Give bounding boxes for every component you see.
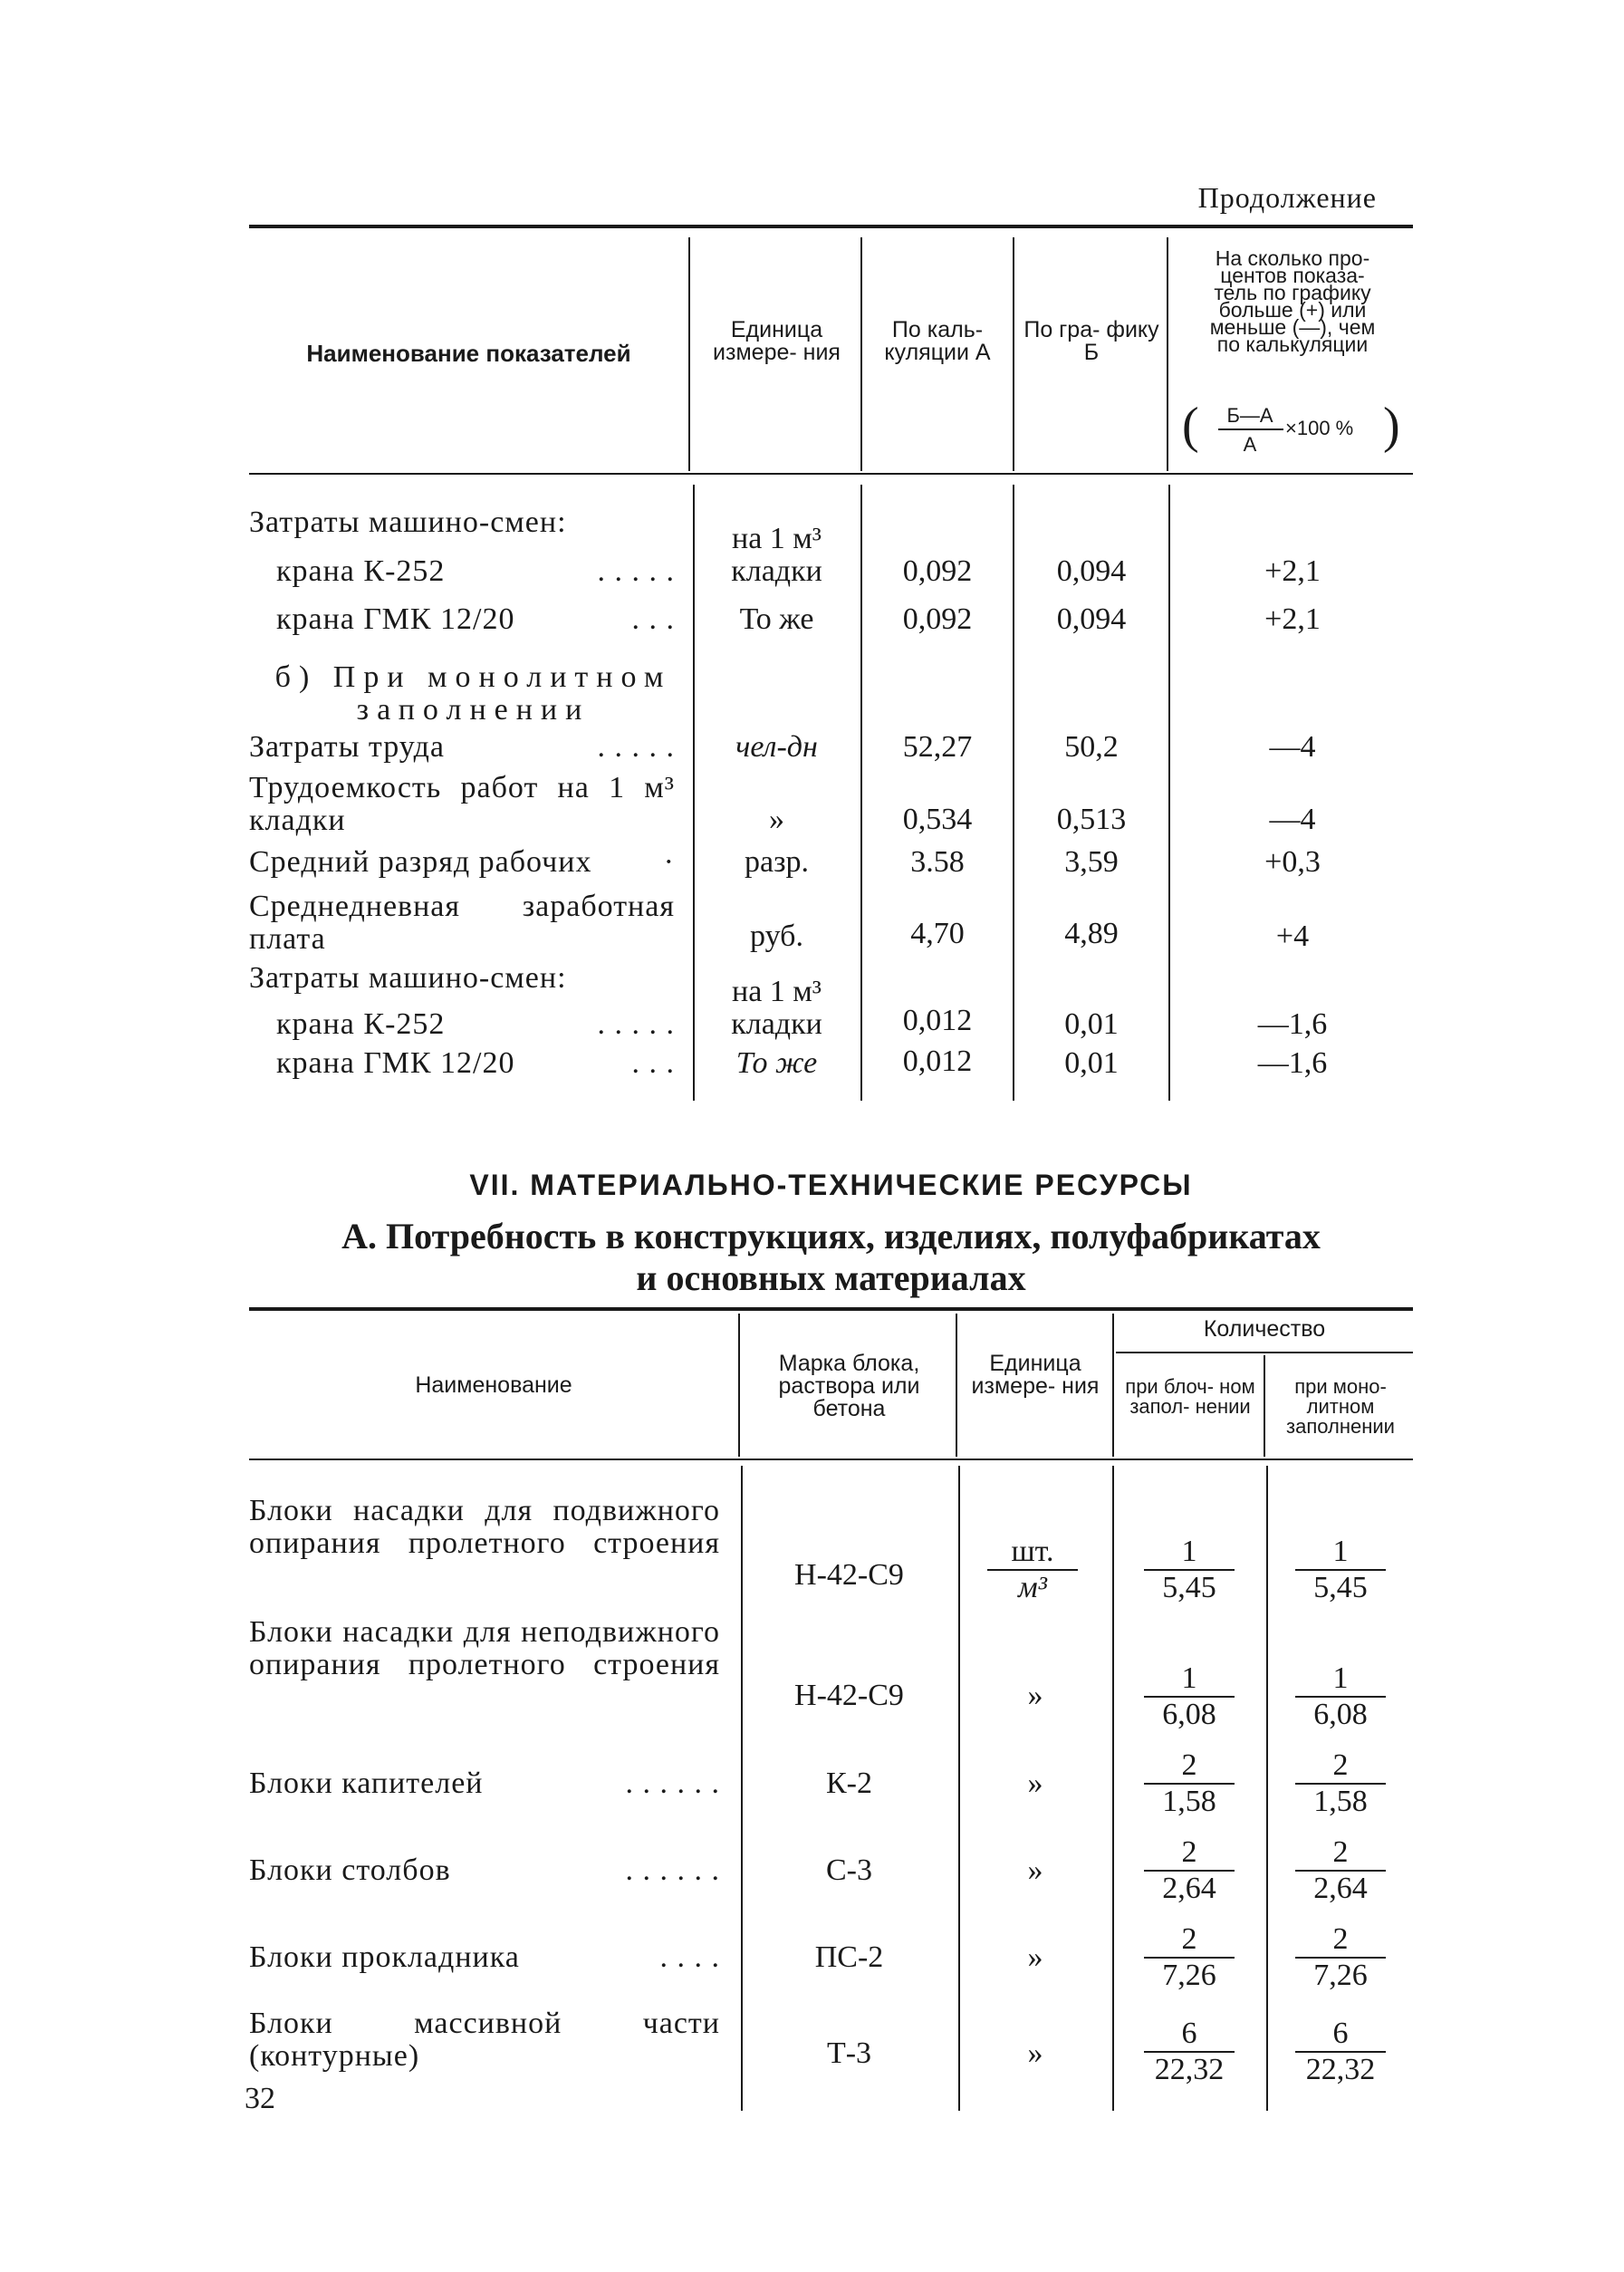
qty-num: 6 [1181,2017,1197,2050]
qty-block-fraction [1139,1835,1239,1906]
qty-block-fraction [1139,1661,1239,1732]
row-calc: 4,70 [910,917,965,950]
qty-block-fraction [1139,1748,1239,1819]
unit-text: на 1 м³ [732,522,822,555]
table2-col-divider [1264,1355,1265,1457]
section-title: VII. МАТЕРИАЛЬНО-ТЕХНИЧЕСКИЕ РЕСУРСЫ [469,1169,1193,1201]
row-diff: —4 [1269,803,1316,836]
row-label: Затраты труда . . . . . [249,730,675,764]
qty-den: 5,45 [1162,1571,1216,1604]
diff-line: тель по графику [1214,281,1371,304]
table2-top-rule [249,1307,1413,1311]
qty-den: 7,26 [1313,1959,1368,1992]
label-text: крана ГМК 12/20 [276,602,515,636]
subsection-label: б) При монолитном заполнении [274,660,672,727]
row-label: Затраты машино-смен: [249,505,567,539]
col-header-name: Наименование [415,1372,572,1398]
qty-block-fraction [1139,1922,1239,1993]
col-header-unit: Единица измере- ния [713,317,841,365]
section-subtitle [249,1216,1413,1299]
col-header-unit: Единица измере- ния [971,1351,1100,1399]
table2-col-divider [1112,1314,1114,1457]
qty-num: 2 [1332,1922,1349,1956]
label-text: Блоки столбов [249,1853,451,1887]
material-unit: » [1027,1767,1043,1800]
table1-col-divider [1168,485,1170,1101]
row-unit: То же [739,602,814,636]
row-label: Средний разряд рабочих · [249,845,675,879]
qty-num: 1 [1181,1535,1197,1568]
col-header-graph: По гра- фику Б [1023,317,1159,365]
qty-mono-fraction [1291,1748,1390,1819]
row-label: крана ГМК 12/20 . . . [276,602,675,636]
continuation-label: Продолжение [1197,181,1377,214]
material-unit: » [1027,1853,1043,1887]
qty-den: 22,32 [1305,2053,1376,2086]
table1-col-divider [1013,485,1014,1101]
row-calc: 3.58 [910,845,965,879]
label-text: крана ГМК 12/20 [276,1046,515,1080]
row-graph: 0,094 [1056,602,1127,636]
material-name: Блоки капителей . . . . . . [249,1767,720,1800]
row-unit: » [769,803,784,836]
formula-numerator: Б—А [1226,404,1273,427]
qty-num: 2 [1332,1835,1349,1869]
diff-line: больше (+) или [1218,298,1367,322]
row-diff: —1,6 [1257,1007,1328,1041]
table2-header-rule [249,1459,1413,1460]
qty-num: 2 [1181,1748,1197,1782]
row-graph: 0,01 [1064,1007,1119,1041]
row-graph: 0,513 [1056,803,1127,836]
table1-col-divider [1167,237,1168,471]
label-text: Блоки прокладника [249,1940,520,1974]
qty-den: 22,32 [1154,2053,1225,2086]
row-calc: 0,092 [902,602,973,636]
table2-col-divider [958,1466,960,2111]
row-label: Затраты машино-смен: [249,961,567,995]
row-graph: 0,094 [1056,554,1127,588]
row-graph: 4,89 [1064,917,1119,950]
col-header-qty-block: при блоч- ном запол- нении [1125,1375,1255,1418]
qty-num: 1 [1332,1661,1349,1695]
qty-den: 7,26 [1162,1959,1216,1992]
material-mark: К-2 [826,1767,872,1800]
row-unit: кладки [731,1007,822,1041]
qty-block-fraction [1139,1535,1239,1605]
row-unit: разр. [744,845,810,879]
diff-line: меньше (—), чем [1209,315,1376,339]
qty-den: 5,45 [1313,1571,1368,1604]
label-text: крана К-252 [276,1007,446,1041]
row-label: крана ГМК 12/20 . . . [276,1046,675,1080]
qty-num: 6 [1332,2017,1349,2050]
diff-line: центов показа- [1220,264,1365,287]
col-header-diff [1174,246,1411,356]
table2-col-divider [956,1314,957,1457]
row-diff: +4 [1275,919,1310,953]
row-calc: 0,092 [902,554,973,588]
row-calc: 0,534 [902,803,973,836]
qty-num: 2 [1181,1835,1197,1869]
material-mark: ПС-2 [814,1940,884,1974]
row-unit: кладки [731,554,822,588]
col-header-name: Наименование показателей [306,340,631,367]
unit-den: м³ [1018,1571,1047,1604]
material-mark: С-3 [826,1853,872,1887]
qty-block-fraction [1139,2017,1239,2087]
label-text: Блоки капителей [249,1767,484,1800]
qty-den: 1,58 [1162,1785,1216,1818]
table1-col-divider [693,485,695,1101]
row-label: крана К-252 . . . . . [276,1007,675,1041]
qty-num: 1 [1332,1535,1349,1568]
row-calc: 0,012 [902,1045,973,1078]
material-name: Блоки насадки для неподвижного опирания пролетного строения [249,1615,720,1681]
row-graph: 0,01 [1064,1046,1119,1080]
qty-den: 2,64 [1313,1872,1368,1905]
page-number: 32 [245,2082,275,2115]
qty-subheader-rule [1116,1352,1413,1353]
material-mark: Н-42-С9 [794,1558,904,1592]
unit-num: шт. [1011,1535,1054,1568]
qty-den: 1,58 [1313,1785,1368,1818]
subtitle-line: и основных материалах [636,1257,1026,1298]
label-text: Затраты труда [249,730,446,764]
qty-mono-fraction [1291,1835,1390,1906]
table1-top-rule [249,225,1413,228]
row-label: Трудоемкость работ на 1 м³ кладки [249,771,675,837]
qty-den: 6,08 [1313,1698,1368,1731]
diff-line: На сколько про- [1215,246,1370,270]
table1-col-divider [688,237,690,471]
qty-num: 2 [1332,1748,1349,1782]
material-unit: » [1027,2036,1043,2070]
table1-col-divider [860,485,862,1101]
material-unit: » [1027,1940,1043,1974]
table2-col-divider [741,1466,743,2111]
formula-tail: ×100 % [1285,417,1354,439]
qty-mono-fraction [1291,1922,1390,1993]
material-mark: Н-42-С9 [794,1679,904,1712]
row-unit [697,524,856,554]
table2-col-divider [1266,1466,1268,2111]
table2-col-divider [1112,1466,1114,2111]
row-calc: 52,27 [902,730,973,764]
row-diff: +2,1 [1264,602,1321,636]
col-header-mark: Марка блока, раствора или бетона [778,1351,920,1421]
table1-header-rule [249,473,1413,475]
row-diff: +0,3 [1264,845,1321,879]
row-calc: 0,012 [902,1004,973,1037]
col-header-qty: Количество [1203,1316,1326,1342]
qty-mono-fraction [1291,1535,1390,1605]
material-name: Блоки прокладника . . . . [249,1940,720,1974]
label-text: Средний разряд рабочих [249,845,592,879]
row-diff: —1,6 [1257,1046,1328,1080]
diff-formula: ( Б—А А ×100 % ) [1182,398,1400,456]
qty-den: 6,08 [1162,1698,1216,1731]
row-unit: чел-дн [735,730,818,764]
col-header-calc: По каль- куляции А [884,317,991,365]
row-label: Среднедневная заработная плата [249,890,675,956]
row-graph: 3,59 [1064,845,1119,879]
unit-fraction [983,1535,1082,1605]
label-text: крана К-252 [276,554,446,588]
row-graph: 50,2 [1064,730,1119,764]
row-unit: на 1 м³ [732,975,822,1008]
col-header-qty-mono: при моно- литном заполнении [1286,1375,1395,1438]
material-mark: Т-3 [826,2036,872,2070]
diff-line: по калькуляции [1216,332,1369,356]
material-name: Блоки столбов . . . . . . [249,1853,720,1887]
qty-num: 2 [1181,1922,1197,1956]
row-diff: +2,1 [1264,554,1321,588]
qty-den: 2,64 [1162,1872,1216,1905]
subtitle-line: А. Потребность в конструкциях, изделиях, полуфабрикатах [341,1216,1321,1256]
material-unit: » [1027,1679,1043,1712]
qty-mono-fraction [1291,1661,1390,1732]
material-name: Блоки массивной части (контурные) [249,2007,720,2073]
row-unit: То же [735,1046,818,1080]
formula-denominator: А [1243,433,1257,456]
row-diff: —4 [1269,730,1316,764]
table1-col-divider [1013,237,1014,471]
row-unit: руб. [750,919,803,953]
material-name: Блоки насадки для подвижного опирания пролетного строения [249,1494,720,1560]
table2-col-divider [738,1314,740,1457]
table1-col-divider [860,237,862,471]
row-label: крана К-252 . . . . . [276,554,675,588]
qty-num: 1 [1181,1661,1197,1695]
qty-mono-fraction [1291,2017,1390,2087]
